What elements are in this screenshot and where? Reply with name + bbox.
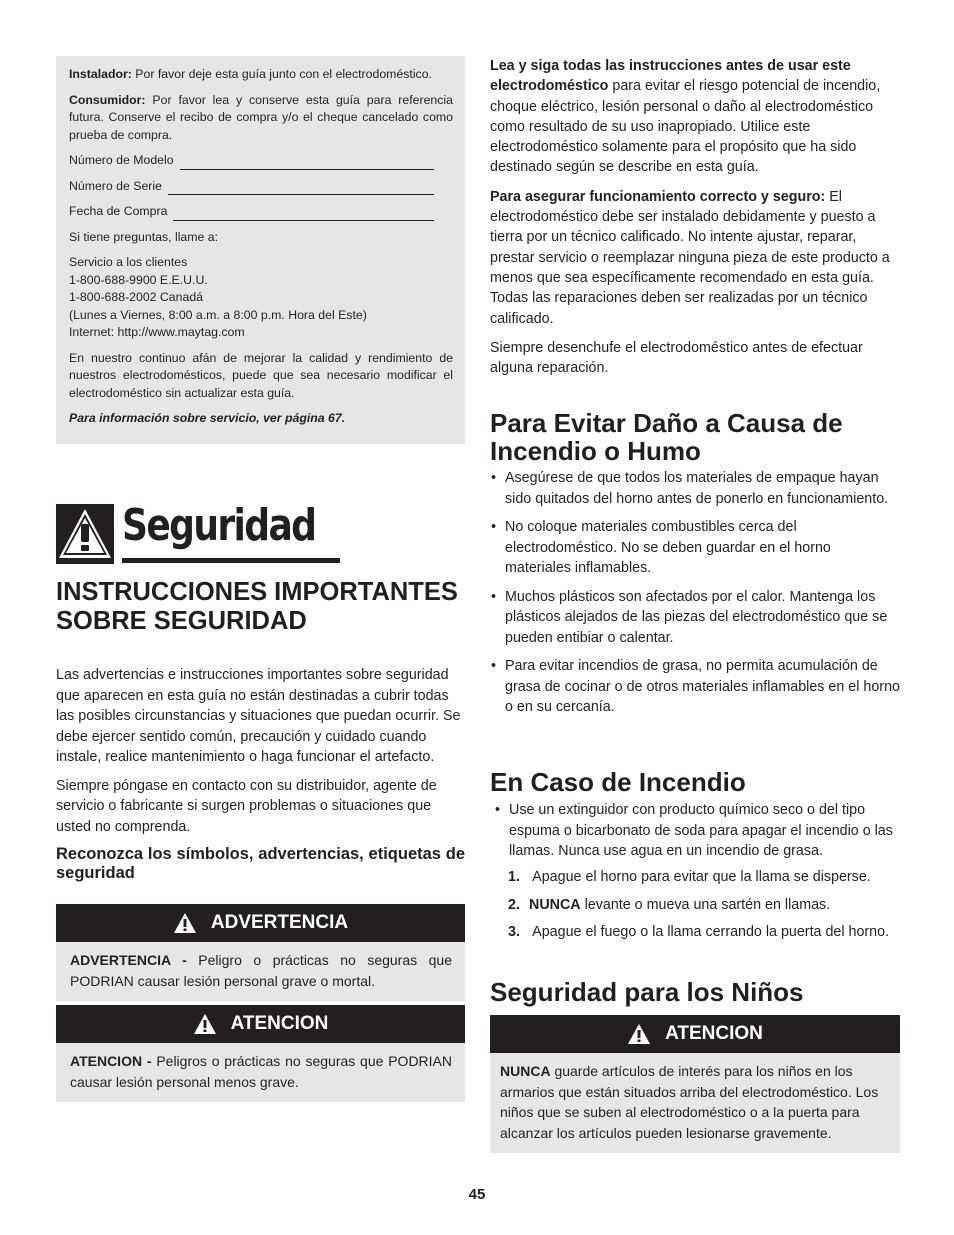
step-text: levante o mueva una sartén en llamas. bbox=[580, 896, 831, 913]
caution-bar bbox=[56, 1005, 465, 1043]
warning-icon bbox=[193, 1013, 217, 1035]
model-number-field bbox=[69, 152, 453, 170]
safety-title: Seguridad bbox=[122, 500, 316, 551]
step-text: Apague el fuego o la llama cerrando la puerta del horno. bbox=[529, 924, 890, 940]
serial-number-line bbox=[168, 183, 434, 195]
step-item bbox=[508, 895, 903, 916]
right-column bbox=[490, 56, 900, 387]
step-number: 3. bbox=[508, 924, 520, 940]
warning-bar-label: ADVERTENCIA bbox=[210, 912, 349, 933]
service-line: 1-800-688-2002 Canadá bbox=[69, 290, 204, 304]
warning-body bbox=[56, 942, 465, 1001]
list-item: • Asegúrese de que todos los materiales de empaque hayan sido quitados del horno antes de ponerlo en funcionamiento. bbox=[490, 468, 900, 509]
child-safety-heading: Seguridad para los Niños bbox=[490, 977, 804, 1007]
fire-damage-list bbox=[490, 468, 900, 726]
list-item: • Para evitar incendios de grasa, no permita acumulación de grasa de cocinar o de otros materiales inflamables en el horno o en su cercanía. bbox=[490, 656, 900, 718]
safety-header bbox=[56, 500, 316, 564]
left-paragraph: Siempre póngase en contacto con su distribuidor, agente de servicio o fabricante si surgen problemas o situaciones que usted no comprenda. bbox=[56, 777, 437, 835]
symbols-subheading: Reconozca los símbolos, advertencias, etiquetas de seguridad bbox=[56, 845, 465, 882]
step-item bbox=[508, 867, 903, 888]
serial-number-field bbox=[69, 178, 453, 196]
consumer-label: Consumidor: bbox=[69, 92, 146, 107]
fire-damage-heading: Para Evitar Daño a Causa de Incendio o Humo bbox=[490, 408, 843, 466]
model-number-line bbox=[180, 158, 434, 170]
caution-bar-label: ATENCION bbox=[230, 1013, 329, 1034]
left-column bbox=[56, 56, 465, 444]
fire-case-list bbox=[494, 800, 900, 870]
step-number: 2. bbox=[508, 896, 520, 913]
consumer-text: Por favor lea y conserve esta guía para referencia futura. Conserve el recibo de compra y/o el cheque cancelado como prueba de compra. bbox=[69, 92, 453, 142]
questions-text: Si tiene preguntas, llame a: bbox=[69, 229, 219, 244]
proper-operation-bold: Para asegurar funcionamiento correcto y seguro: bbox=[490, 188, 826, 205]
warning-body-label: ADVERTENCIA - bbox=[70, 952, 187, 968]
installer-note bbox=[69, 66, 453, 84]
unplug-paragraph: Siempre desenchufe el electrodoméstico antes de efectuar alguna reparación. bbox=[490, 339, 863, 377]
purchase-date-field bbox=[69, 203, 453, 221]
list-item: • No coloque materiales combustibles cerca del electrodoméstico. No se deben guardar en el horno materiales inflamables. bbox=[490, 517, 900, 579]
service-line: Servicio a los clientes bbox=[69, 255, 188, 269]
warning-icon bbox=[627, 1023, 651, 1045]
caution-box bbox=[56, 1005, 465, 1102]
page-number: 45 bbox=[468, 1186, 486, 1203]
service-line: 1-800-688-9900 E.E.U.U. bbox=[69, 272, 208, 287]
intro-text: para evitar el riesgo potencial de incendio, choque eléctrico, lesión personal o daño al electrodoméstico como resultado de su uso inapropiado. Utilice este electrodoméstico solamente para el propósito que ha sido destinado según se describe en esta guía. bbox=[490, 78, 881, 176]
intro-paragraph bbox=[490, 56, 900, 178]
warning-bar bbox=[56, 904, 465, 942]
list-item: • Muchos plásticos son afectados por el calor. Mantenga los plásticos alejados de las piezas del electrodoméstico que se pueden entibiar o calentar. bbox=[490, 587, 900, 649]
purchase-date-line bbox=[173, 209, 434, 221]
intro-bold: Lea y siga todas las instrucciones antes de usar este electrodoméstico bbox=[490, 58, 851, 95]
left-paragraph: Las advertencias e instrucciones importantes sobre seguridad que aparecen en esta guía no están destinadas a cubrir todas las posibles circunstancias y situaciones que puedan ocurrir. Se debe ejercer sentido común, precaución y cuidado cuando instale, realice mantenimiento o haga funcionar el artefacto. bbox=[56, 667, 461, 765]
warning-icon bbox=[173, 912, 197, 934]
step-bold: NUNCA bbox=[529, 896, 581, 913]
warning-body-text: Peligro o prácticas no seguras que PODRIAN causar lesión personal grave o mortal. bbox=[70, 952, 452, 989]
child-caution-box bbox=[490, 1015, 900, 1153]
child-caution-body-label: NUNCA bbox=[500, 1063, 551, 1079]
child-caution-body bbox=[490, 1053, 900, 1153]
proper-operation-text: El electrodoméstico debe ser instalado debidamente y puesto a tierra por un técnico calificado. No intente ajustar, reparar, prestar servicio o reemplazar ninguna pieza de este producto a menos que sea específicamente recomendado en esta guía. Todas las reparaciones deben ser realizadas por un técnico calificado. bbox=[490, 188, 890, 327]
child-caution-body-text: guarde artículos de interés para los niños en los armarios que están situados arriba del electrodoméstico. Los niños que se suben al electrodoméstico o a la puerta para alcanzar los artículos pueden lesionarse gravemente. bbox=[500, 1063, 879, 1141]
installer-label: Instalador: bbox=[69, 67, 132, 81]
service-line: (Lunes a Viernes, 8:00 a.m. a 8:00 p.m. Hora del Este) bbox=[69, 307, 367, 322]
info-box bbox=[56, 56, 465, 444]
child-caution-bar-label: ATENCION bbox=[665, 1023, 763, 1044]
serial-number-label: Número de Serie bbox=[69, 178, 162, 193]
left-body bbox=[56, 665, 465, 883]
purchase-date-label: Fecha de Compra bbox=[69, 204, 168, 218]
step-text: Apague el horno para evitar que la llama se disperse. bbox=[529, 869, 871, 885]
caution-body-text: Peligros o prácticas no seguras que PODRIAN causar lesión personal menos grave. bbox=[70, 1053, 452, 1090]
list-item: • Use un extinguidor con producto químico seco o del tipo espuma o bicarbonato de soda para apagar el incendio o las llamas. Nunca use agua en un incendio de grasa. bbox=[494, 800, 900, 862]
caution-body-label: ATENCION - bbox=[70, 1053, 152, 1069]
safety-title-rule bbox=[122, 558, 340, 563]
fire-case-heading: En Caso de Incendio bbox=[490, 767, 746, 797]
child-caution-bar bbox=[490, 1015, 900, 1053]
model-number-label: Número de Modelo bbox=[69, 153, 174, 167]
installer-text: Por favor deje esta guía junto con el electrodoméstico. bbox=[131, 67, 432, 81]
service-line: Internet: http://www.maytag.com bbox=[69, 325, 245, 339]
warning-triangle-icon bbox=[56, 504, 114, 564]
consumer-note bbox=[69, 92, 453, 145]
caution-body bbox=[56, 1043, 465, 1102]
step-item bbox=[508, 922, 903, 943]
proper-operation-paragraph bbox=[490, 187, 900, 329]
warning-box bbox=[56, 904, 465, 1001]
step-number: 1. bbox=[508, 869, 520, 885]
fire-case-steps bbox=[508, 867, 903, 950]
important-instructions-heading: INSTRUCCIONES IMPORTANTES SOBRE SEGURIDAD bbox=[56, 578, 458, 635]
improvement-note: En nuestro continuo afán de mejorar la calidad y rendimiento de nuestros electrodomésticos, puede que sea necesario modificar el electrodoméstico sin actualizar esta guía. bbox=[69, 350, 453, 400]
service-contact bbox=[69, 254, 453, 342]
service-page-note: Para información sobre servicio, ver página 67. bbox=[69, 411, 346, 425]
